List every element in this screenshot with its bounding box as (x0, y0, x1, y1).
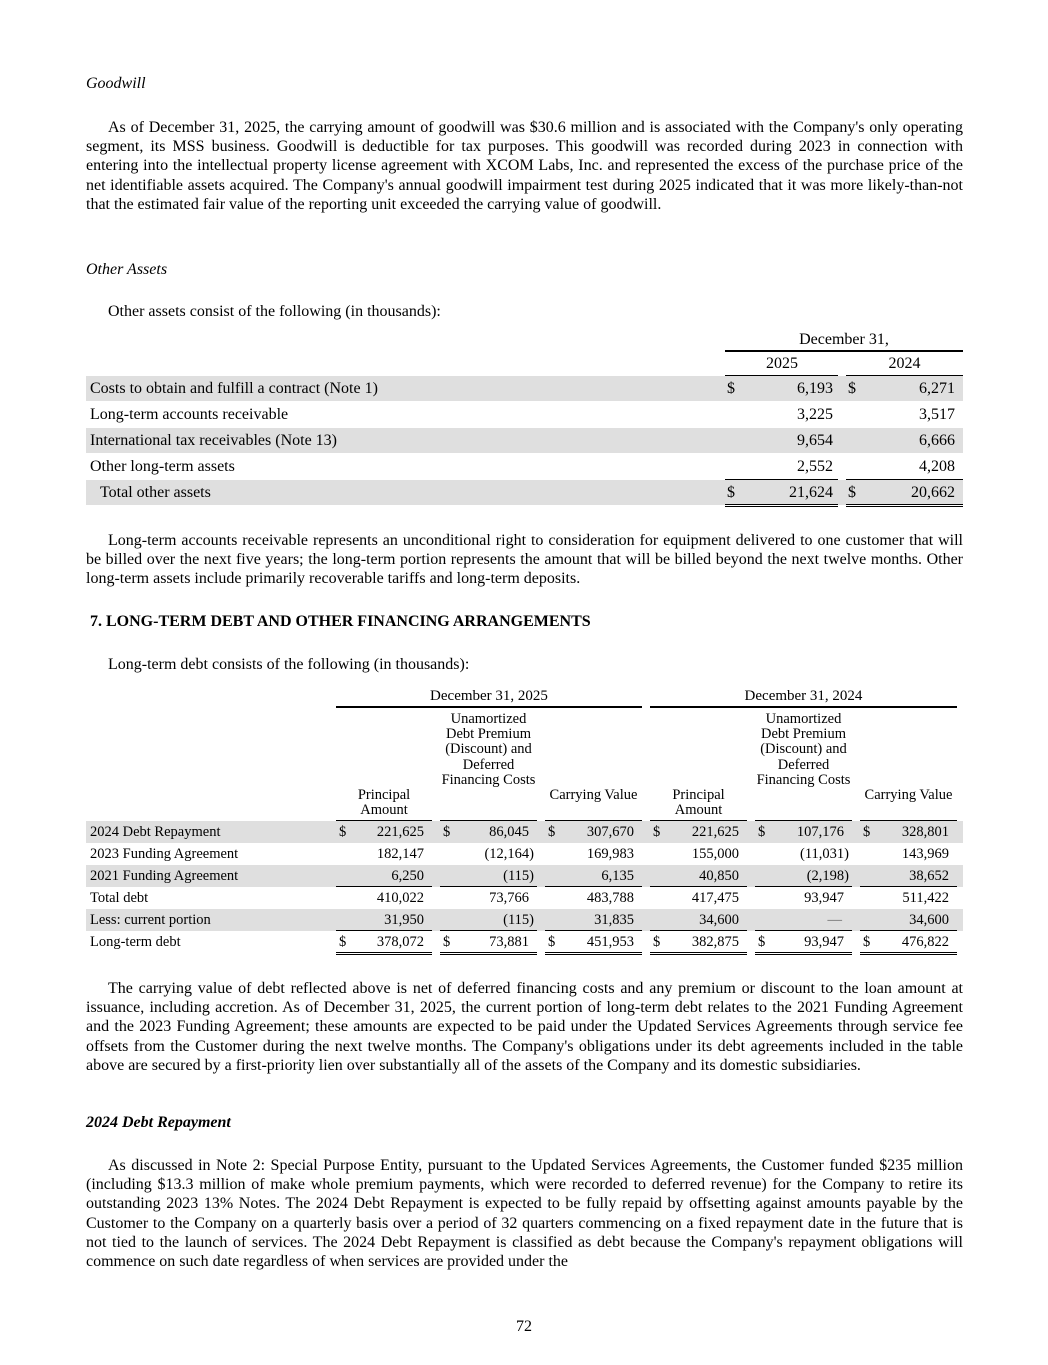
cell-value: 511,422 (902, 890, 949, 906)
section-7-after: The carrying value of debt reflected above is net of deferred financing costs and any premium or discount to the loan amount at issuance, including accretion. As of December 31, 2025, the current portion of long-term debt relates to the 2021 Funding Agreement and the 2023 Funding Agreement; these amounts are expected to be paid under the Updated Services Agreements through service fee offsets from the Customer during the next twelve months. The Company's obligations under its debt agreements included in the table above are secured by a first-priority lien over substantially all of the assets of the Company and its domestic subsidiaries. (86, 980, 963, 1074)
currency-symbol: $ (863, 934, 871, 950)
col-carrying-2025: Carrying Value (549, 787, 638, 803)
cell-value: — (827, 912, 842, 928)
table-rule (440, 930, 537, 931)
table-rule (755, 952, 852, 955)
currency-symbol: $ (863, 824, 871, 840)
row-label: 2021 Funding Agreement (90, 868, 239, 884)
currency-symbol: $ (758, 934, 766, 950)
cell-value: 6,250 (391, 868, 424, 884)
row-label: Long-term debt (90, 934, 181, 950)
cell-value: 307,670 (586, 824, 634, 840)
table-rule (545, 952, 642, 955)
cell-value: 476,822 (901, 934, 949, 950)
cell-value: (115) (503, 868, 534, 884)
table-rule (650, 952, 747, 955)
cell-value: 378,072 (376, 934, 424, 950)
col-unamortized-2024: Unamortized Debt Premium (Discount) and Deferred Financing Costs (756, 711, 851, 788)
group-rule-2025 (336, 706, 642, 708)
cell-value: 221,625 (376, 824, 424, 840)
cell-value: 451,953 (586, 934, 634, 950)
col-unamortized-2025: Unamortized Debt Premium (Discount) and Deferred Financing Costs (441, 711, 536, 788)
cell-value: 107,176 (796, 824, 844, 840)
cell-value: 483,788 (586, 890, 634, 906)
cell-value: (11,031) (800, 846, 849, 862)
cell-value: 155,000 (691, 846, 739, 862)
cell-value: (12,164) (484, 846, 534, 862)
currency-symbol: $ (653, 934, 661, 950)
table-rule (336, 952, 432, 955)
goodwill-text: As of December 31, 2025, the carrying amount of goodwill was $30.6 million and is associated with the Company's only operating segment, its MSS business. Goodwill is deductible for tax purposes. This goodwill was recorded during 2023 in connection with entering into the intellectual property license agreement with XCOM Labs, Inc. and represented the excess of the purchase price of the net identifiable assets acquired. The Company's annual goodwill impairment test during 2025 indicated that it was more likely-than-not that the estimated fair value of the reporting unit exceeded the carrying value of goodwill. (86, 119, 963, 213)
cell-value: 34,600 (909, 912, 949, 928)
year-header-2025: 2025 (766, 355, 798, 372)
cell-value: 40,850 (699, 868, 739, 884)
table-rule (650, 886, 747, 887)
page-number: 72 (516, 1318, 532, 1335)
currency-symbol: $ (548, 824, 556, 840)
cell-value: 31,835 (594, 912, 634, 928)
table-row (86, 865, 963, 887)
other-assets-heading: Other Assets (86, 261, 168, 278)
table-rule (860, 886, 957, 887)
table-row: Other long-term assets 2,552 4,208 (90, 458, 955, 475)
table-row (86, 909, 963, 931)
goodwill-heading: Goodwill (86, 75, 146, 92)
row-label: Less: current portion (90, 912, 211, 928)
table-row: Costs to obtain and fulfill a contract (Note 1) $ 6,193 $ 6,271 (86, 376, 963, 401)
cell-value: 169,983 (586, 846, 634, 862)
table-rule (545, 886, 642, 887)
debt-repayment-heading: 2024 Debt Repayment (86, 1114, 231, 1131)
cell-value: 31,950 (384, 912, 424, 928)
cell-value: 328,801 (901, 824, 949, 840)
cell-value: 34,600 (699, 912, 739, 928)
cell-value: 6,135 (601, 868, 634, 884)
table-rule (336, 930, 432, 931)
debt-repayment-paragraph: As discussed in Note 2: Special Purpose Entity, pursuant to the Updated Services Agreements, the Customer funded $235 million (including $13.3 million of make whole premium payments, which were recorded to deferred revenue) for the Company to retire its outstanding 2023 13% Notes. The 2024 Debt Repayment is expected to be fully repaid by offsetting against amounts payable by the Customer to the Company on a quarterly basis over a period of 32 quarters commencing on a fixed repayment date in the future that is not tied to the launch of services. The 2024 Debt Repayment is classified as debt because the Company's repayment obligations will commence on such date regardless of when services are provided under the (86, 1157, 963, 1271)
table-row (86, 887, 963, 909)
col-principal-2025: Principal Amount (357, 787, 411, 819)
other-assets-after: Long-term accounts receivable represents an unconditional right to consideration for equipment delivered to one customer that will be billed over the next five years; the long-term portion represents the amount that will be billed beyond the next twelve months. Other long-term assets include primarily recoverable tariffs and long-term deposits. (86, 532, 963, 588)
table-rule (860, 930, 957, 931)
table-rule (755, 886, 852, 887)
period-header: December 31, (799, 331, 889, 348)
currency-symbol: $ (653, 824, 661, 840)
cell-value: 86,045 (489, 824, 529, 840)
table-rule (650, 930, 747, 931)
cell-value: (115) (503, 912, 534, 928)
header-rule (725, 350, 963, 352)
cell-value: 182,147 (376, 846, 424, 862)
section-7-heading: 7. LONG-TERM DEBT AND OTHER FINANCING ARRANGEMENTS (90, 613, 591, 630)
table-rule (860, 952, 957, 955)
total-double-rule-2025 (725, 504, 838, 507)
table-rule (545, 930, 642, 931)
group-header-2024: December 31, 2024 (744, 688, 863, 704)
cell-value: 93,947 (804, 934, 844, 950)
cell-value: 93,947 (804, 890, 844, 906)
currency-symbol: $ (758, 824, 766, 840)
section-7-intro: Long-term debt consists of the following (in thousands): (108, 656, 470, 673)
cell-value: 382,875 (691, 934, 739, 950)
currency-symbol: $ (443, 934, 451, 950)
year-header-2024: 2024 (888, 355, 921, 372)
cell-value: 38,652 (909, 868, 949, 884)
group-rule-2024 (650, 706, 957, 708)
goodwill-paragraph (86, 118, 963, 214)
row-label: 2023 Funding Agreement (90, 846, 239, 862)
cell-value: (2,198) (806, 868, 849, 884)
col-carrying-2024: Carrying Value (864, 787, 953, 803)
cell-value: 417,475 (691, 890, 739, 906)
currency-symbol: $ (339, 824, 347, 840)
cell-value: 73,881 (489, 934, 529, 950)
row-label: Total debt (90, 890, 149, 906)
currency-symbol: $ (548, 934, 556, 950)
col-principal-2024: Principal Amount (672, 787, 725, 819)
row-label: 2024 Debt Repayment (90, 824, 221, 840)
cell-value: 221,625 (691, 824, 739, 840)
table-rule (440, 886, 537, 887)
table-row (86, 843, 963, 865)
table-row: Long-term accounts receivable 3,225 3,517 (90, 406, 955, 423)
total-double-rule-2024 (846, 504, 963, 507)
currency-symbol: $ (339, 934, 347, 950)
total-row: Total other assets $ 21,624 $ 20,662 (86, 480, 963, 505)
table-row (86, 931, 963, 953)
table-rule (336, 886, 432, 887)
cell-value: 143,969 (901, 846, 949, 862)
cell-value: 410,022 (376, 890, 424, 906)
table-row (86, 821, 963, 843)
table-row: International tax receivables (Note 13) 9,654 6,666 (86, 428, 963, 453)
group-header-2025: December 31, 2025 (430, 688, 548, 704)
cell-value: 73,766 (489, 890, 529, 906)
other-assets-intro: Other assets consist of the following (in thousands): (108, 303, 441, 320)
currency-symbol: $ (443, 824, 451, 840)
table-rule (440, 952, 537, 955)
table-rule (755, 930, 852, 931)
